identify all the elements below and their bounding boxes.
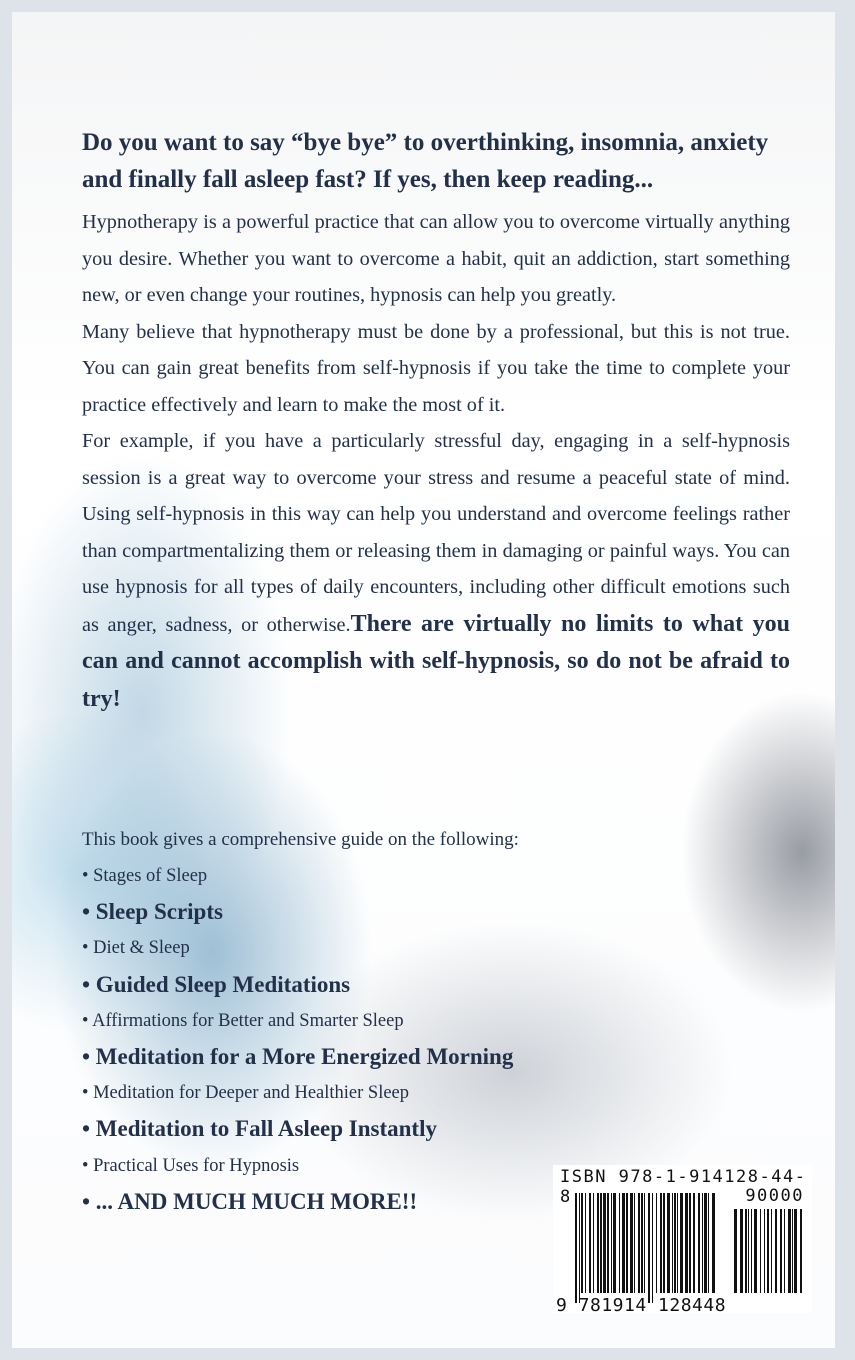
barcode-bar bbox=[589, 1193, 591, 1293]
barcode-bar bbox=[660, 1193, 662, 1293]
paragraph: Many believe that hypnotherapy must be done by a professional, but this is not true. You can gain great benefits from self-hypnosis if you take the time to complete your practice effectively and learn to make the most of it. bbox=[82, 320, 790, 416]
barcode-bar bbox=[656, 1193, 657, 1293]
paragraph: For example, if you have a particularly stressful day, engaging in a self-hypnosis session is a great way to overcome your stress and resume a peaceful state of mind. Using self-hypnosis in this way can help you understand and overcome feelings rather than compartmentalizing them or releasing them in damaging or painful ways. You can use hypnosis for all types of daily encounters, including other difficult emotions such as anger, sadness, or otherwise.There are virtually no limits to what you can and cannot accomplish with self-hypnosis, so do not be afraid to try! bbox=[82, 430, 790, 712]
barcode-bar bbox=[784, 1209, 785, 1293]
barcode-bar bbox=[689, 1193, 691, 1293]
barcode-bar bbox=[674, 1193, 676, 1293]
list-item: • Diet & Sleep bbox=[82, 938, 190, 959]
barcode-bar bbox=[751, 1209, 752, 1293]
barcode-bar bbox=[734, 1209, 737, 1293]
price-code: 90000 bbox=[745, 1186, 804, 1206]
list-intro: This book gives a comprehensive guide on the following: bbox=[82, 829, 519, 850]
barcode-bar bbox=[667, 1193, 670, 1293]
barcode-bar bbox=[622, 1193, 625, 1293]
list-item: • Guided Sleep Meditations bbox=[82, 971, 351, 997]
barcode-bar bbox=[579, 1193, 580, 1303]
barcode-bar bbox=[745, 1209, 747, 1293]
list-item: • Meditation for a More Energized Morning bbox=[82, 1044, 514, 1070]
contents-list bbox=[82, 822, 790, 1220]
list-item: • Sleep Scripts bbox=[82, 899, 223, 925]
barcode-bar bbox=[600, 1193, 602, 1293]
barcode-bar bbox=[663, 1193, 665, 1293]
barcode-bar bbox=[626, 1193, 628, 1293]
barcode-bar bbox=[693, 1193, 695, 1293]
barcode-digits: 9 781914 128448 bbox=[556, 1295, 727, 1316]
barcode-bar bbox=[771, 1209, 772, 1293]
barcode-bar bbox=[638, 1193, 640, 1293]
barcode-bar bbox=[800, 1209, 802, 1293]
headline: Do you want to say “bye bye” to overthinking, insomnia, anxiety and finally fall asleep fast? If yes, then keep reading... bbox=[82, 129, 769, 193]
barcode-bar bbox=[792, 1209, 793, 1293]
barcode-bar bbox=[585, 1193, 586, 1293]
barcode-bar bbox=[767, 1209, 769, 1293]
barcode-bar bbox=[634, 1193, 635, 1293]
barcode-bar bbox=[607, 1193, 609, 1293]
list-item: • Meditation for Deeper and Healthier Sleep bbox=[82, 1083, 410, 1104]
barcode-bar bbox=[575, 1193, 577, 1303]
back-cover bbox=[12, 12, 835, 1348]
barcode-bar bbox=[672, 1193, 673, 1293]
paragraph: Hypnotherapy is a powerful practice that can allow you to overcome virtually anything you desire. Whether you want to overcome a habit, quit an addiction, start something new, or even change your routines, hypnosis can help you greatly. bbox=[82, 211, 790, 306]
barcode-bar bbox=[708, 1193, 709, 1293]
barcode-bar bbox=[641, 1193, 643, 1293]
isbn-text: ISBN 978-1-914128-44-8 bbox=[560, 1167, 807, 1207]
barcode-bar bbox=[680, 1193, 683, 1293]
bold-sentence: There are virtually no limits to what you can and cannot accomplish with self-hypnosis, so do not be afraid to try! bbox=[82, 610, 790, 712]
barcode-bar bbox=[764, 1209, 765, 1293]
barcode-bar bbox=[794, 1209, 797, 1293]
barcode-bar bbox=[597, 1193, 599, 1293]
barcode-bar bbox=[760, 1209, 761, 1293]
barcode-bar bbox=[603, 1193, 606, 1293]
barcode-bar bbox=[775, 1209, 777, 1293]
barcode-bar bbox=[698, 1193, 700, 1293]
description bbox=[82, 204, 790, 718]
barcode-bar bbox=[581, 1193, 583, 1293]
barcode-bar bbox=[788, 1209, 791, 1293]
barcode-bar bbox=[740, 1209, 743, 1293]
barcode-bar bbox=[748, 1209, 749, 1293]
barcode-bar bbox=[702, 1193, 703, 1293]
barcode-bar bbox=[630, 1193, 633, 1293]
barcode-bar bbox=[754, 1209, 757, 1293]
isbn-barcode bbox=[553, 1165, 812, 1316]
barcode-bar bbox=[677, 1193, 678, 1293]
barcode-bar bbox=[644, 1193, 645, 1293]
barcode-bar bbox=[652, 1193, 653, 1303]
barcode-bar bbox=[685, 1193, 688, 1293]
list-item: • Stages of Sleep bbox=[82, 866, 208, 886]
barcode-bar bbox=[712, 1193, 715, 1293]
list-item: • Practical Uses for Hypnosis bbox=[82, 1155, 300, 1176]
list-item: • Affirmations for Better and Smarter Sleep bbox=[82, 1010, 404, 1031]
barcode-bar bbox=[593, 1193, 594, 1293]
barcode-bar bbox=[780, 1209, 782, 1293]
barcode-bar bbox=[611, 1193, 612, 1293]
barcode-bar bbox=[648, 1193, 650, 1303]
barcode-bar bbox=[704, 1193, 707, 1293]
list-item: • ... AND MUCH MUCH MORE!! bbox=[82, 1188, 418, 1214]
barcode-bar bbox=[619, 1193, 620, 1293]
barcode-bar bbox=[613, 1193, 616, 1293]
list-item: • Meditation to Fall Asleep Instantly bbox=[82, 1116, 437, 1142]
